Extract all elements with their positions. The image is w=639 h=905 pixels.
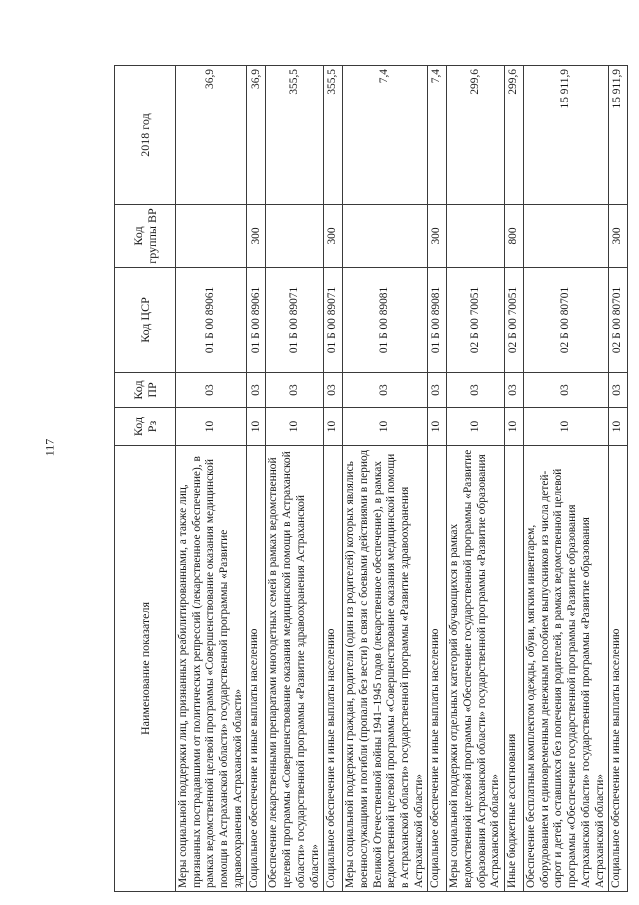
cell-pr: 03 — [505, 373, 524, 408]
cell-pr: 03 — [176, 373, 247, 408]
cell-rz: 10 — [266, 408, 324, 446]
cell-name: Меры социальной поддержки отдельных категорий обучающихся в рамках ведомственной целевой программы «Обеспечение государственной программы «Развитие образования Астраханской области» государственной программы «Развитие образования Астраханской области» — [447, 446, 505, 892]
cell-vr: 300 — [609, 205, 628, 268]
cell-rz: 10 — [447, 408, 505, 446]
header-year: 2018 год — [115, 66, 176, 205]
cell-vr: 800 — [505, 205, 524, 268]
cell-name: Иные бюджетные ассигнования — [505, 446, 524, 892]
cell-rz: 10 — [247, 408, 266, 446]
table-header-row — [115, 66, 176, 892]
table-row — [524, 66, 609, 892]
cell-value: 355,5 — [324, 66, 343, 205]
cell-pr: 03 — [524, 373, 609, 408]
table-row — [266, 66, 324, 892]
cell-csr: 01 Б 00 89071 — [266, 268, 324, 373]
cell-value: 299,6 — [447, 66, 505, 205]
cell-pr: 03 — [428, 373, 447, 408]
cell-name: Социальное обеспечение и иные выплаты населению — [324, 446, 343, 892]
budget-table-rotated — [114, 66, 624, 892]
cell-rz: 10 — [428, 408, 447, 446]
cell-value: 15 911,9 — [609, 66, 628, 205]
cell-csr: 02 Б 00 70051 — [505, 268, 524, 373]
cell-value: 36,9 — [176, 66, 247, 205]
cell-csr: 01 Б 00 89081 — [428, 268, 447, 373]
header-name: Наименование показателя — [115, 446, 176, 892]
table-row — [324, 66, 343, 892]
cell-vr: 300 — [324, 205, 343, 268]
cell-csr: 01 Б 00 89071 — [324, 268, 343, 373]
cell-rz: 10 — [505, 408, 524, 446]
cell-rz: 10 — [343, 408, 428, 446]
cell-csr: 02 Б 00 80701 — [524, 268, 609, 373]
cell-name: Обеспечение бесплатным комплектом одежды, обуви, мягким инвентарем, оборудованием и единовременным денежным пособием выпускников из числа детей-сирот и детей, оставшихся без попечения родителей, в рамках ведомственной целевой программы «Обеспечение государственной программы «Развитие образования Астраханской области» государственной программы «Развитие образования Астраханской области» — [524, 446, 609, 892]
cell-value: 7,4 — [428, 66, 447, 205]
cell-vr — [176, 205, 247, 268]
cell-value: 36,9 — [247, 66, 266, 205]
cell-csr: 01 Б 00 89061 — [247, 268, 266, 373]
cell-pr: 03 — [247, 373, 266, 408]
header-rz: Код Рз — [115, 408, 176, 446]
cell-value: 15 911,9 — [524, 66, 609, 205]
cell-value: 355,5 — [266, 66, 324, 205]
cell-name: Меры социальной поддержки граждан, родители (один из родителей) которых являлись военнослужащими и погибли (пропали без вести) в связи с боевыми действиями в период Великой Отечественной войны 1941–1945 годов (лекарственное обеспечение), в рамках ведомственной целевой программы «Совершенствование оказания медицинской помощи в Астраханской области» государственной программы «Развитие здравоохранения Астраханской области» — [343, 446, 428, 892]
cell-pr: 03 — [609, 373, 628, 408]
cell-name: Социальное обеспечение и иные выплаты населению — [247, 446, 266, 892]
cell-pr: 03 — [447, 373, 505, 408]
cell-value: 7,4 — [343, 66, 428, 205]
budget-table — [114, 65, 628, 892]
cell-rz: 10 — [609, 408, 628, 446]
cell-name: Социальное обеспечение и иные выплаты населению — [609, 446, 628, 892]
header-pr: Код ПР — [115, 373, 176, 408]
cell-pr: 03 — [324, 373, 343, 408]
cell-value: 299,6 — [505, 66, 524, 205]
cell-rz: 10 — [324, 408, 343, 446]
cell-csr: 01 Б 00 89081 — [343, 268, 428, 373]
cell-csr: 02 Б 00 80701 — [609, 268, 628, 373]
cell-name: Социальное обеспечение и иные выплаты населению — [428, 446, 447, 892]
cell-vr — [524, 205, 609, 268]
table-row — [609, 66, 628, 892]
header-vr: Код группы ВР — [115, 205, 176, 268]
page-number: 117 — [42, 438, 57, 457]
cell-csr: 02 Б 00 70051 — [447, 268, 505, 373]
cell-vr — [266, 205, 324, 268]
cell-vr: 300 — [247, 205, 266, 268]
cell-pr: 03 — [266, 373, 324, 408]
table-row — [447, 66, 505, 892]
table-row — [176, 66, 247, 892]
cell-rz: 10 — [176, 408, 247, 446]
cell-vr — [343, 205, 428, 268]
cell-name: Меры социальной поддержки лиц, признанных реабилитированными, а также лиц, признанных пострадавшими от политических репрессий (лекарственное обеспечение), в рамках ведомственной целевой программы «Совершенствование оказания медицинской помощи в Астраханской области» государственной программы «Развитие здравоохранения Астраханской области» — [176, 446, 247, 892]
table-row — [343, 66, 428, 892]
table-row — [247, 66, 266, 892]
table-row — [428, 66, 447, 892]
cell-rz: 10 — [524, 408, 609, 446]
cell-vr — [447, 205, 505, 268]
cell-csr: 01 Б 00 89061 — [176, 268, 247, 373]
table-row — [505, 66, 524, 892]
cell-vr: 300 — [428, 205, 447, 268]
cell-pr: 03 — [343, 373, 428, 408]
cell-name: Обеспечение лекарственными препаратами многодетных семей в рамках ведомственной целевой программы «Совершенствование оказания медицинской помощи в Астраханской области» государственной программы «Развитие здравоохранения Астраханской области» — [266, 446, 324, 892]
header-csr: Код ЦСР — [115, 268, 176, 373]
